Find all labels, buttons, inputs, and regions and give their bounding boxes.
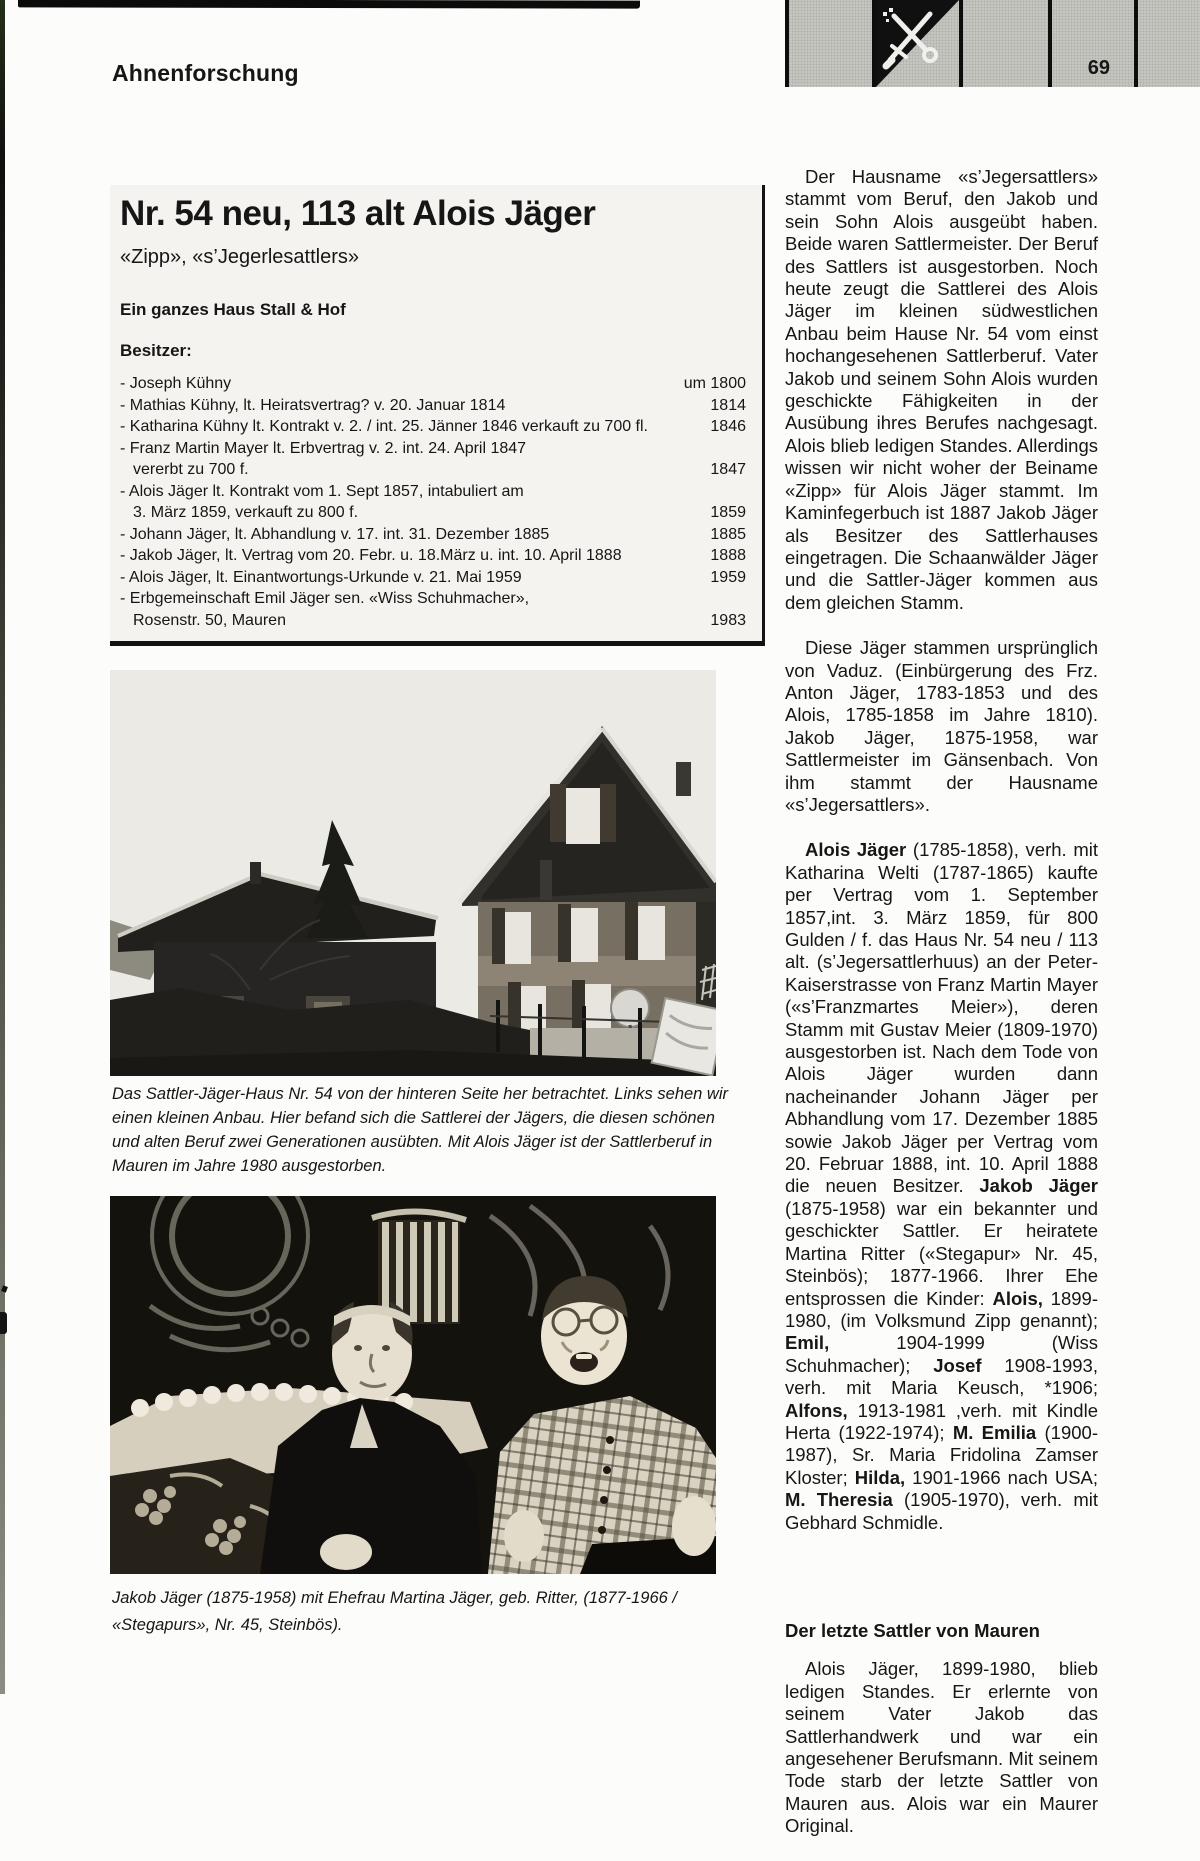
article-paragraph: Diese Jäger stammen ursprünglich von Vaduz. (Einbürgerung des Frz. Anton Jäger, 1783-1853 und des Alois, 1785-1858 im Jahre 1810). Jakob Jäger, 1875-1958, war Sattlermeister im Gänsenbach. Von ihm stammt der Hausname «s’Jegersattlers». <box>785 637 1098 815</box>
owner-row: - Johann Jäger, lt. Abhandlung v. 17. int. 31. Dezember 1885 1885 <box>120 525 746 543</box>
scan-mark <box>0 1312 7 1334</box>
house-photo-illustration <box>110 670 716 1076</box>
owner-row: - Alois Jäger, lt. Einantwortungs-Urkunde v. 21. Mai 1959 1959 <box>120 568 746 586</box>
section-header: Ahnenforschung <box>112 60 299 86</box>
owner-row: - Erbgemeinschaft Emil Jäger sen. «Wiss Schuhmacher», Rosenstr. 50, Mauren 1983 <box>120 590 746 629</box>
house-photo <box>110 670 716 1076</box>
owner-row: - Jakob Jäger, lt. Vertrag vom 20. Febr. u. 18.März u. int. 10. April 1888 1888 <box>120 547 746 564</box>
record-house-names: «Zipp», «s’Jegerlesattlers» <box>120 246 360 268</box>
owner-row: - Katharina Kühny lt. Kontrakt v. 2. / int. 25. Jänner 1846 verkauft zu 700 fl. 1846 <box>120 418 746 435</box>
record-property-line: Ein ganzes Haus Stall & Hof <box>120 300 346 319</box>
owner-row: - Mathias Kühny, lt. Heiratsvertrag? v. 20. Januar 1814 1814 <box>120 396 746 414</box>
masthead-cell <box>872 0 959 87</box>
article-column <box>785 166 1098 1861</box>
article-paragraph: Alois Jäger (1785-1858), verh. mit Katharina Welti (1787-1865) kaufte per Vertrag vom 1. September 1857,int. 3. März 1859, für 800 Gulden / f. das Haus Nr. 54 neu / 113 alt. (s’Jegersattlerhuus) an der Peter-Kaiserstrasse von Franz Martin Mayer («s’Franzmartes Meier»), deren Stamm mit Gustav Meier (1809-1970) ausgestorben ist. Nach dem Tode von Alois Jäger wurden dann nacheinander Johann Jäger per Abhandlung vom 17. Dezember 1885 sowie Jakob Jäger per Vertrag vom 20. Februar 1888, int. 10. April 1888 die neuen Besitzer. Jakob Jäger (1875-1958) war ein bekannter und geschickter Sattler. Er heiratete Martina Ritter («Stegapur» Nr. 45, Steinbös); 1877-1966. Ihrer Ehe entsprossen die Kinder: Alois, 1899-1980, (im Volksmund Zipp genannt); Emil, 1904-1999 (Wiss Schuhmacher); Josef 1908-1993, verh. mit Maria Keusch, *1906; Alfons, 1913-1981 ,verh. mit Kindle Herta (1922-1974); M. Emilia (1900-1987), Sr. Maria Fridolina Zamser Kloster; Hilda, 1901-1966 nach USA; M. Theresia (1905-1970), verh. mit Gebhard Schmidle. <box>785 839 1099 1533</box>
masthead-cell <box>1134 0 1200 87</box>
house-record-box <box>110 185 765 646</box>
crossed-tools-icon <box>876 0 959 87</box>
couple-photo-illustration <box>110 1196 716 1574</box>
masthead-cell <box>785 0 872 87</box>
article-paragraph: Der Hausname «s’Jegersattlers» stammt vom Beruf, den Jakob und sein Sohn Alois ausgeübt haben. Beide waren Sattlermeister. Der Beruf des Sattlers ist ausgestorben. Noch heute zeugt die Sattlerei des Alois Jäger im kleinen südwestlichen Anbau beim Hause Nr. 54 vom einst hochangesehenen Sattlerberuf. Vater Jakob und seinem Sohn Alois wurden geschickte Fähigkeiten in der Ausübung ihres Berufes nachgesagt. Alois blieb ledigen Standes. Allerdings wissen wir nicht woher der Beiname «Zipp» für Alois Jäger stammt. Im Kaminfegerbuch ist 1887 Jakob Jäger als Besitzer des Sattlerhauses eingetragen. Die Schaanwälder Jäger und die Sattler-Jäger kommen aus dem gleichen Stamm. <box>785 166 1098 613</box>
owner-row: - Alois Jäger lt. Kontrakt vom 1. Sept 1857, intabuliert am 3. März 1859, verkauft zu 800 f. 1859 <box>120 482 746 521</box>
article-paragraph: Alois Jäger, 1899-1980, blieb ledigen Standes. Er erlernte von seinem Vater Jakob das Sattlerhandwerk und war ein angesehener Berufsmann. Mit seinem Tode starb der letzte Sattler von Mauren aus. Alois war ein Maurer Original. <box>785 1658 1098 1837</box>
masthead-band <box>785 0 1200 87</box>
page-number: 69 <box>1087 57 1110 79</box>
masthead-cell <box>959 0 1048 87</box>
couple-photo <box>110 1196 716 1574</box>
owner-row: - Joseph Kühny um 1800 <box>120 375 746 392</box>
article-subheading: Der letzte Sattler von Mauren <box>785 1619 1040 1641</box>
scan-mark <box>1 1285 8 1292</box>
house-photo-caption: Das Sattler-Jäger-Haus Nr. 54 von der hinteren Seite her betrachtet. Links sehen wir einen kleinen Anbau. Hier befand sich die Sattlerei der Jägers, die diesen schönen und alten Beruf zwei Generationen ausübten. Mit Alois Jäger ist der Sattlerberuf in Mauren im Jahre 1980 ausgestorben. <box>112 1085 729 1175</box>
owners-label: Besitzer: <box>120 341 192 360</box>
record-title: Nr. 54 neu, 113 alt Alois Jäger <box>120 194 596 233</box>
couple-photo-caption: Jakob Jäger (1875-1958) mit Ehefrau Martina Jäger, geb. Ritter, (1877-1966 / «Stegapurs», Nr. 45, Steinbös). <box>112 1589 677 1634</box>
scan-top-bar <box>18 0 640 9</box>
owners-list <box>120 373 746 631</box>
owner-row: - Franz Martin Mayer lt. Erbvertrag v. 2. int. 24. April 1847 vererbt zu 700 f. 1847 <box>120 439 746 478</box>
scan-edge-strip <box>0 0 5 1694</box>
masthead-cell <box>1048 0 1134 87</box>
